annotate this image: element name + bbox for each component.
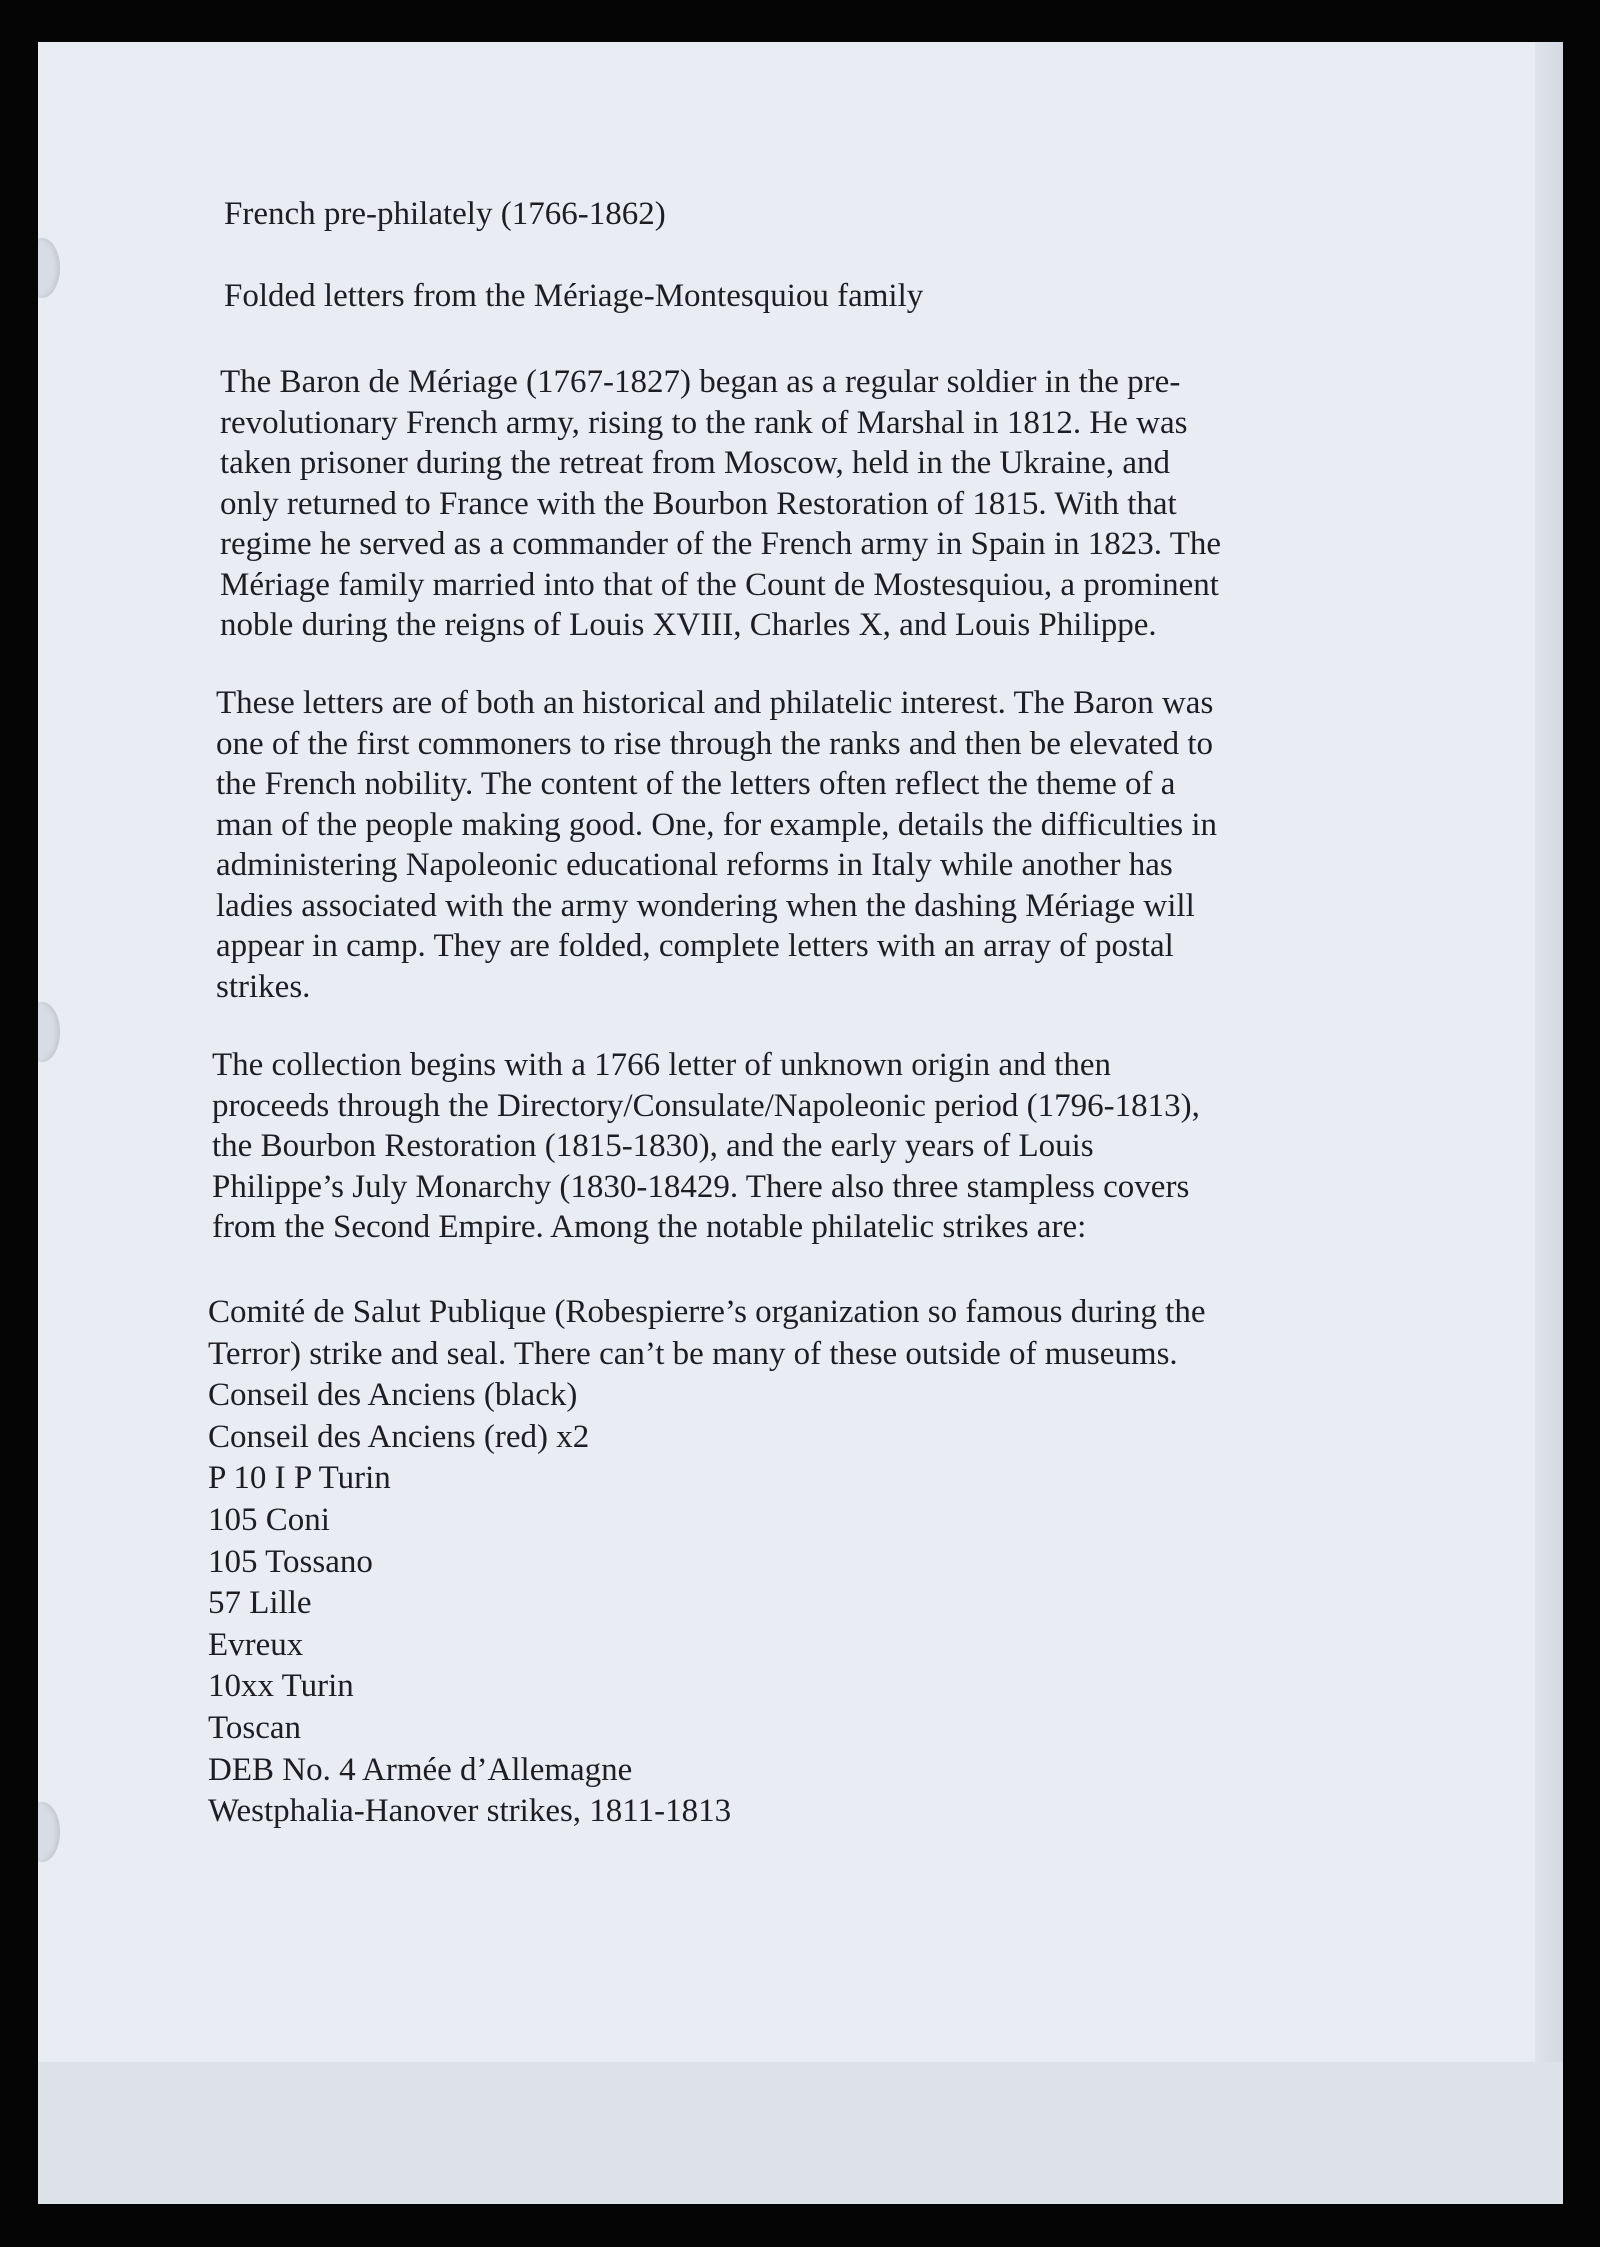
paragraph-line: Mériage family married into that of the Count de Mostesquiou, a prominent <box>220 566 1219 603</box>
list-item: Conseil des Anciens (black) <box>208 1377 578 1414</box>
paragraph-line: noble during the reigns of Louis XVIII, Charles X, and Louis Philippe. <box>220 607 1157 643</box>
punch-hole <box>38 238 60 298</box>
document-subtitle: Folded letters from the Mériage-Montesquiou family <box>224 278 924 314</box>
paragraph-collection <box>212 1045 1200 1248</box>
paragraph-line: only returned to France with the Bourbon Restoration of 1815. With that <box>220 485 1177 522</box>
list-item: Westphalia-Hanover strikes, 1811-1813 <box>208 1793 732 1830</box>
punch-hole <box>38 1002 60 1062</box>
paper-edge-shadow <box>1535 42 1563 2062</box>
paragraph-line: The collection begins with a 1766 letter of unknown origin and then <box>212 1047 1112 1083</box>
paragraph-line: taken prisoner during the retreat from Moscow, held in the Ukraine, and <box>220 445 1170 481</box>
paragraph-line: the Bourbon Restoration (1815-1830), and the early years of Louis <box>212 1128 1094 1164</box>
punch-hole <box>38 1802 60 1862</box>
paragraph-line: administering Napoleonic educational reforms in Italy while another has <box>216 847 1173 883</box>
list-item: Terror) strike and seal. There can’t be many of these outside of museums. <box>208 1335 1178 1372</box>
paragraph-line: from the Second Empire. Among the notable philatelic strikes are: <box>212 1209 1087 1245</box>
paragraph-line: proceeds through the Directory/Consulate/Napoleonic period (1796-1813), <box>212 1087 1200 1124</box>
paragraph-line: revolutionary French army, rising to the rank of Marshal in 1812. He was <box>220 404 1188 441</box>
paragraph-line: Philippe’s July Monarchy (1830-18429. There also three stampless covers <box>212 1168 1190 1205</box>
paragraph-line: ladies associated with the army wondering when the dashing Mériage will <box>216 887 1195 924</box>
paragraph-line: man of the people making good. One, for example, details the difficulties in <box>216 806 1218 843</box>
list-item: P 10 I P Turin <box>208 1460 391 1497</box>
paragraph-line: strikes. <box>216 968 311 1005</box>
list-item: Evreux <box>208 1626 304 1663</box>
paragraph-interest <box>216 683 1217 1007</box>
list-item: 105 Tossano <box>208 1543 373 1580</box>
strikes-list <box>208 1292 1205 1833</box>
list-item: Comité de Salut Publique (Robespierre’s organization so famous during the <box>208 1294 1206 1330</box>
list-item: Conseil des Anciens (red) x2 <box>208 1418 590 1455</box>
paragraph-line: These letters are of both an historical and philatelic interest. The Baron was <box>216 685 1214 721</box>
list-item: 105 Coni <box>208 1501 330 1538</box>
document-page <box>38 42 1563 2204</box>
list-item: 10xx Turin <box>208 1668 354 1705</box>
list-item: Toscan <box>208 1709 301 1746</box>
list-item: 57 Lille <box>208 1585 312 1622</box>
paragraph-line: the French nobility. The content of the letters often reflect the theme of a <box>216 766 1176 802</box>
paragraph-biography <box>220 362 1221 646</box>
paragraph-line: The Baron de Mériage (1767-1827) began as a regular soldier in the pre- <box>220 364 1181 400</box>
paragraph-line: appear in camp. They are folded, complete letters with an array of postal <box>216 928 1174 964</box>
paragraph-line: regime he served as a commander of the French army in Spain in 1823. The <box>220 526 1222 562</box>
paragraph-line: one of the first commoners to rise through the ranks and then be elevated to <box>216 725 1214 762</box>
document-title: French pre-philately (1766-1862) <box>224 196 666 232</box>
list-item: DEB No. 4 Armée d’Allemagne <box>208 1751 633 1788</box>
paper-bottom-band <box>38 2062 1563 2204</box>
